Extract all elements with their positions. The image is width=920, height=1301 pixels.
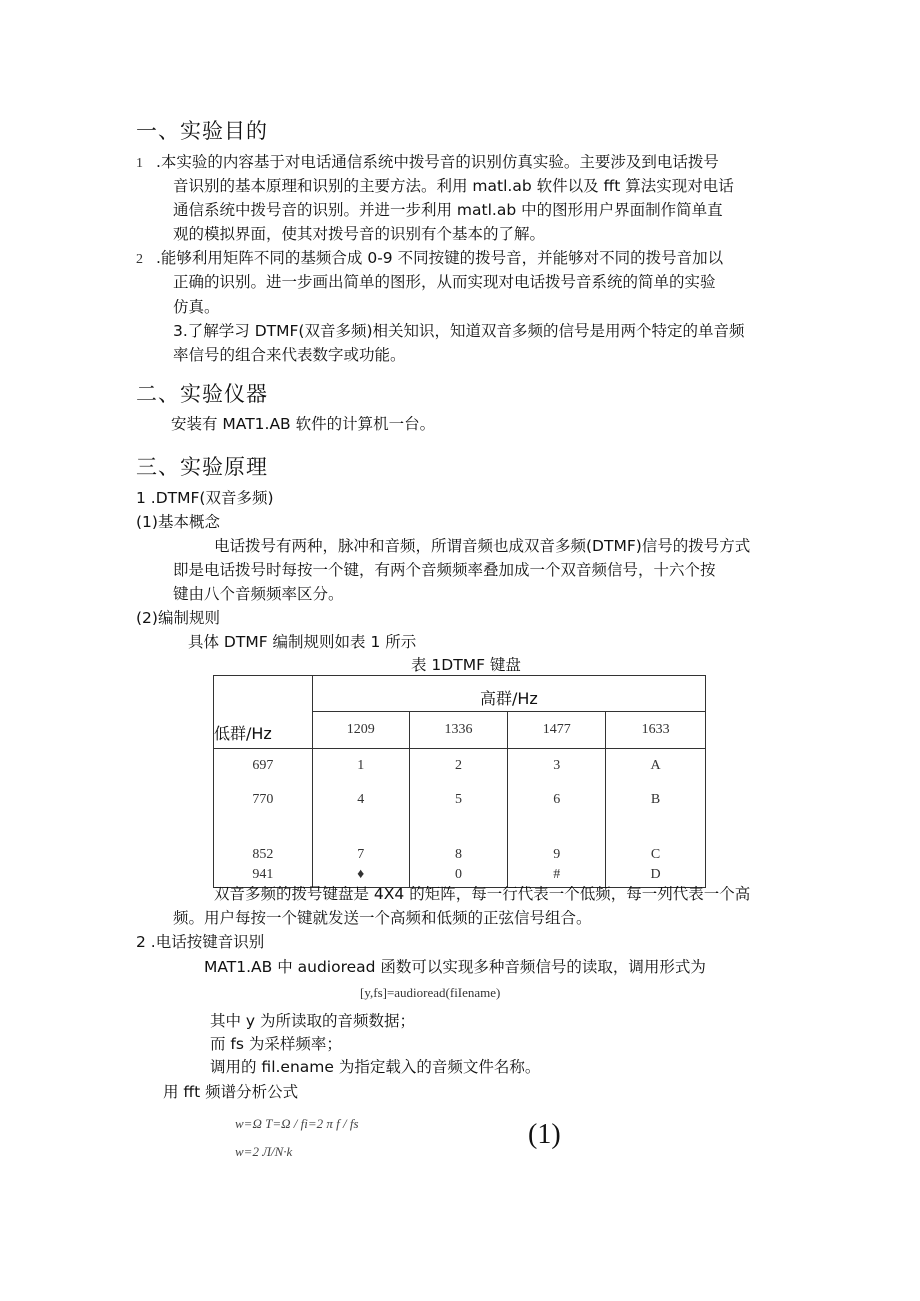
high-group-label: 高群/Hz — [312, 676, 705, 712]
audioread-description: MAT1.AB 中 audioread 函数可以实现多种音频信号的读取，调用形式为 — [204, 958, 706, 976]
key-6: 6 — [508, 783, 606, 817]
concept-line3: 键由八个音频频率区分。 — [173, 585, 344, 603]
subheading-dtmf: 1 .DTMF(双音多频) — [136, 489, 274, 507]
key-9: 9 — [508, 817, 606, 863]
formula-line1: w=Ω T=Ω / fi=2 π f / fs — [235, 1116, 359, 1131]
item3-line1: 3.了解学习 DTMF(双音多频)相关知识，知道双音多频的信号是用两个特定的单音频 — [173, 322, 745, 340]
key-4: 4 — [312, 783, 409, 817]
key-a: A — [606, 749, 706, 784]
rule-text: 具体 DTMF 编制规则如表 1 所示 — [188, 633, 417, 651]
key-5: 5 — [409, 783, 508, 817]
subheading-key-recognition: 2 .电话按键音识别 — [136, 933, 265, 951]
key-1: 1 — [312, 749, 409, 784]
item2-line3: 仿真。 — [173, 298, 220, 316]
desc-line-y: 其中 y 为所读取的音频数据； — [210, 1012, 416, 1030]
item2-line2: 正确的识别。进一步画出简单的图形，从而实现对电话拨号音系统的简单的实验 — [173, 273, 716, 291]
key-d: D — [606, 863, 706, 888]
formula-line2: w=2 Л/N·k — [235, 1144, 293, 1159]
heading-principle: 三、实验原理 — [136, 455, 268, 479]
audioread-call: [y,fs]=audioread(fiIename) — [360, 985, 501, 1000]
key-0: 0 — [409, 863, 508, 888]
key-c: C — [606, 817, 706, 863]
desc-line-fs: 而 fs 为采样频率； — [210, 1035, 342, 1053]
key-2: 2 — [409, 749, 508, 784]
high-freq-1477: 1477 — [508, 712, 606, 749]
low-freq-770: 770 — [214, 783, 313, 817]
key-hash: # — [508, 863, 606, 888]
instrument-text: 安装有 MAT1.AB 软件的计算机一台。 — [171, 415, 436, 433]
low-freq-941: 941 — [214, 863, 313, 888]
matrix-line2: 频。用户每按一个键就发送一个高频和低频的正弦信号组合。 — [173, 909, 592, 927]
subheading-encoding-rules: (2)编制规则 — [136, 609, 220, 627]
fft-formula-intro: 用 fft 频谱分析公式 — [163, 1083, 299, 1101]
item3-line2: 率信号的组合来代表数字或功能。 — [173, 346, 406, 364]
dtmf-keypad-table — [213, 675, 706, 888]
desc-line-filename: 调用的 fil.ename 为指定载入的音频文件名称。 — [210, 1058, 541, 1076]
low-group-label: 低群/Hz — [214, 676, 313, 749]
item1-line3: 通信系统中拨号音的识别。并进一步利用 matl.ab 中的图形用户界面制作简单直 — [173, 201, 723, 219]
table-caption: 表 1DTMF 键盘 — [411, 656, 521, 674]
concept-line1: 电话拨号有两种，脉冲和音频，所谓音频也成双音多频(DTMF)信号的拨号方式 — [214, 537, 751, 555]
item1-number: 1 — [136, 156, 143, 171]
key-3: 3 — [508, 749, 606, 784]
item2-line1: .能够利用矩阵不同的基频合成 0-9 不同按键的拨号音，并能够对不同的拨号音加以 — [156, 249, 724, 267]
heading-objective: 一、实验目的 — [136, 119, 268, 143]
low-freq-852: 852 — [214, 817, 313, 863]
item2-number: 2 — [136, 252, 143, 267]
equation-number: (1) — [528, 1119, 561, 1150]
low-freq-697: 697 — [214, 749, 313, 784]
heading-instruments: 二、实验仪器 — [136, 382, 268, 406]
concept-line2: 即是电话拨号时每按一个键，有两个音频频率叠加成一个双音频信号，十六个按 — [173, 561, 716, 579]
high-freq-1209: 1209 — [312, 712, 409, 749]
key-8: 8 — [409, 817, 508, 863]
subheading-basic-concept: (1)基本概念 — [136, 513, 220, 531]
key-star: ♦ — [312, 863, 409, 888]
high-freq-1336: 1336 — [409, 712, 508, 749]
item1-line4: 观的模拟界面，使其对拨号音的识别有个基本的了解。 — [173, 225, 546, 243]
item1-line1: .本实验的内容基于对电话通信系统中拨号音的识别仿真实验。主要涉及到电话拨号 — [156, 153, 719, 171]
high-freq-1633: 1633 — [606, 712, 706, 749]
key-b: B — [606, 783, 706, 817]
matrix-line1: 双音多频的拨号键盘是 4X4 的矩阵，每一行代表一个低频，每一列代表一个高 — [214, 885, 751, 903]
item1-line2: 音识别的基本原理和识别的主要方法。利用 matl.ab 软件以及 fft 算法实现对电话 — [173, 177, 734, 195]
key-7: 7 — [312, 817, 409, 863]
